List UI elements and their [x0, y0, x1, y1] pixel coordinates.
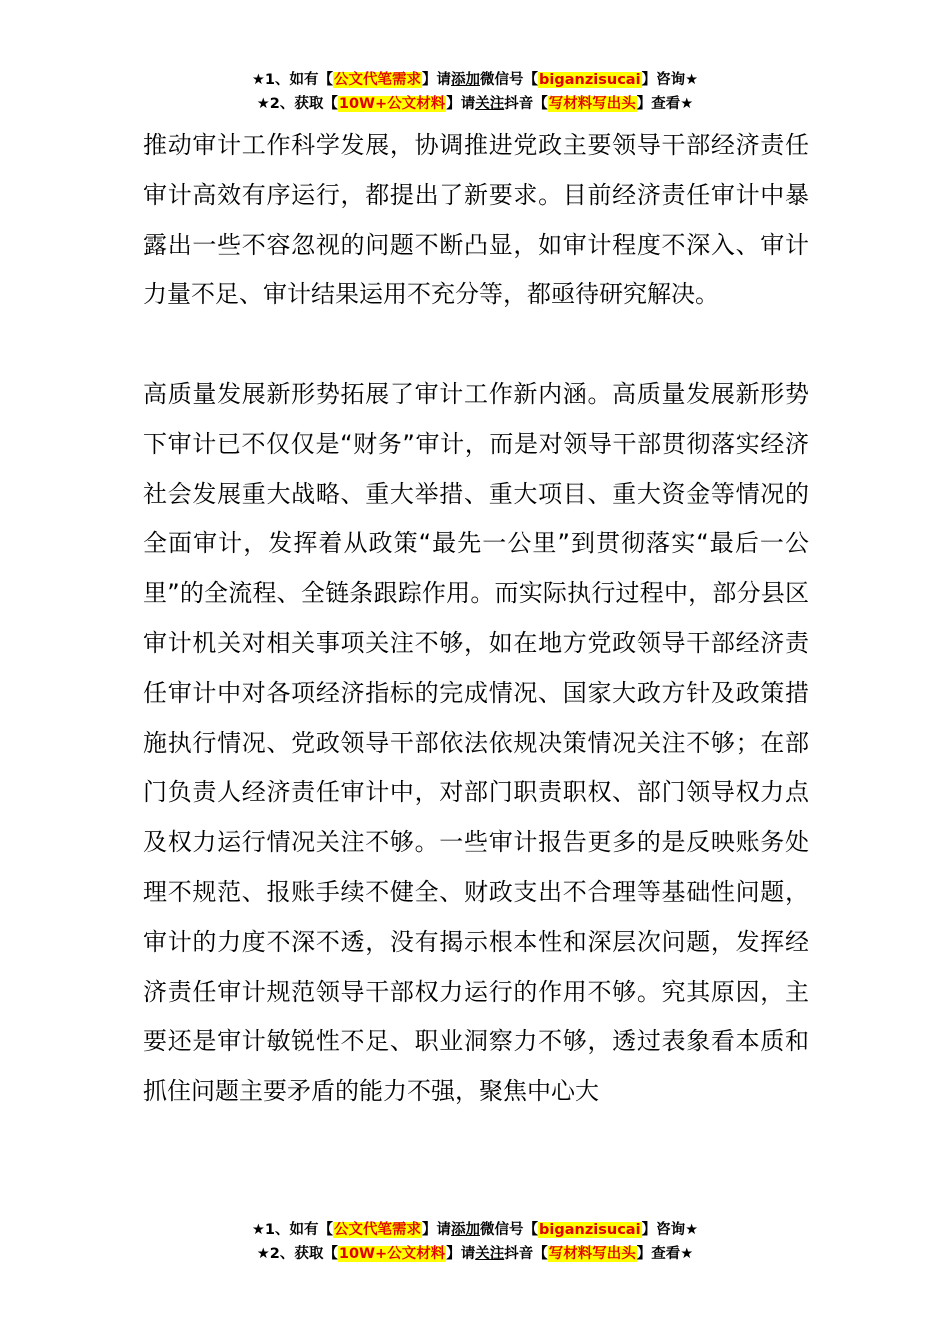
banner-text: ★2、获取【: [256, 96, 338, 112]
footer-banner: [0, 1218, 950, 1266]
banner-text: 抖音【: [504, 96, 548, 112]
banner-line-1: [0, 1218, 950, 1242]
paragraph-1: 推动审计工作科学发展，协调推进党政主要领导干部经济责任审计高效有序运行，都提出了新要求。目前经济责任审计中暴露出一些不容忽视的问题不断凸显，如审计程度不深入、审计力量不足、审计结果运用不充分等，都亟待研究解决。: [143, 131, 809, 309]
banner-line-1: [0, 68, 950, 92]
highlight-wechat-id: biganzisucai: [539, 72, 641, 88]
banner-text: ★1、如有【: [251, 72, 334, 88]
banner-text: 】查看★: [636, 96, 694, 112]
banner-text: 】请: [446, 96, 476, 112]
document-body: [143, 121, 809, 1117]
highlight-wechat-id: biganzisucai: [539, 1222, 641, 1238]
highlight-ghostwriting: 公文代笔需求: [334, 1222, 422, 1238]
banner-text: ★2、获取【: [256, 1246, 338, 1262]
banner-text: 】请: [422, 1222, 452, 1238]
highlight-douyin-account: 写材料写出头: [548, 96, 636, 112]
banner-text: 抖音【: [504, 1246, 548, 1262]
underlined-add: 添加: [451, 72, 481, 88]
highlight-douyin-account: 写材料写出头: [548, 1246, 636, 1262]
banner-text: 】请: [446, 1246, 476, 1262]
banner-line-2: [0, 92, 950, 116]
underlined-follow: 关注: [475, 96, 505, 112]
banner-line-2: [0, 1242, 950, 1266]
banner-text: 】查看★: [636, 1246, 694, 1262]
paragraph-2: 高质量发展新形势拓展了审计工作新内涵。高质量发展新形势下审计已不仅仅是“财务”审计，而是对领导干部贯彻落实经济社会发展重大战略、重大举措、重大项目、重大资金等情况的全面审计，发挥着从政策“最先一公里”到贯彻落实“最后一公里”的全流程、全链条跟踪作用。而实际执行过程中，部分县区审计机关对相关事项关注不够，如在地方党政领导干部经济责任审计中对各项经济指标的完成情况、国家大政方针及政策措施执行情况、党政领导干部依法依规决策情况关注不够；在部门负责人经济责任审计中，对部门职责职权、部门领导权力点及权力运行情况关注不够。一些审计报告更多的是反映账务处理不规范、报账手续不健全、财政支出不合理等基础性问题，审计的力度不深不透，没有揭示根本性和深层次问题，发挥经济责任审计规范领导干部权力运行的作用不够。究其原因，主要还是审计敏锐性不足、职业洞察力不够，透过表象看本质和抓住问题主要矛盾的能力不强，聚焦中心大: [143, 379, 809, 1106]
banner-text: 】咨询★: [641, 1222, 699, 1238]
banner-text: 】咨询★: [641, 72, 699, 88]
banner-text: ★1、如有【: [251, 1222, 334, 1238]
banner-text: 】请: [422, 72, 452, 88]
banner-text: 微信号【: [480, 72, 539, 88]
highlight-materials: 10W+公文材料: [338, 96, 446, 112]
paragraph-gap: [143, 320, 809, 370]
highlight-materials: 10W+公文材料: [338, 1246, 446, 1262]
underlined-add: 添加: [451, 1222, 481, 1238]
banner-text: 微信号【: [480, 1222, 539, 1238]
header-banner: [0, 68, 950, 116]
underlined-follow: 关注: [475, 1246, 505, 1262]
highlight-ghostwriting: 公文代笔需求: [334, 72, 422, 88]
